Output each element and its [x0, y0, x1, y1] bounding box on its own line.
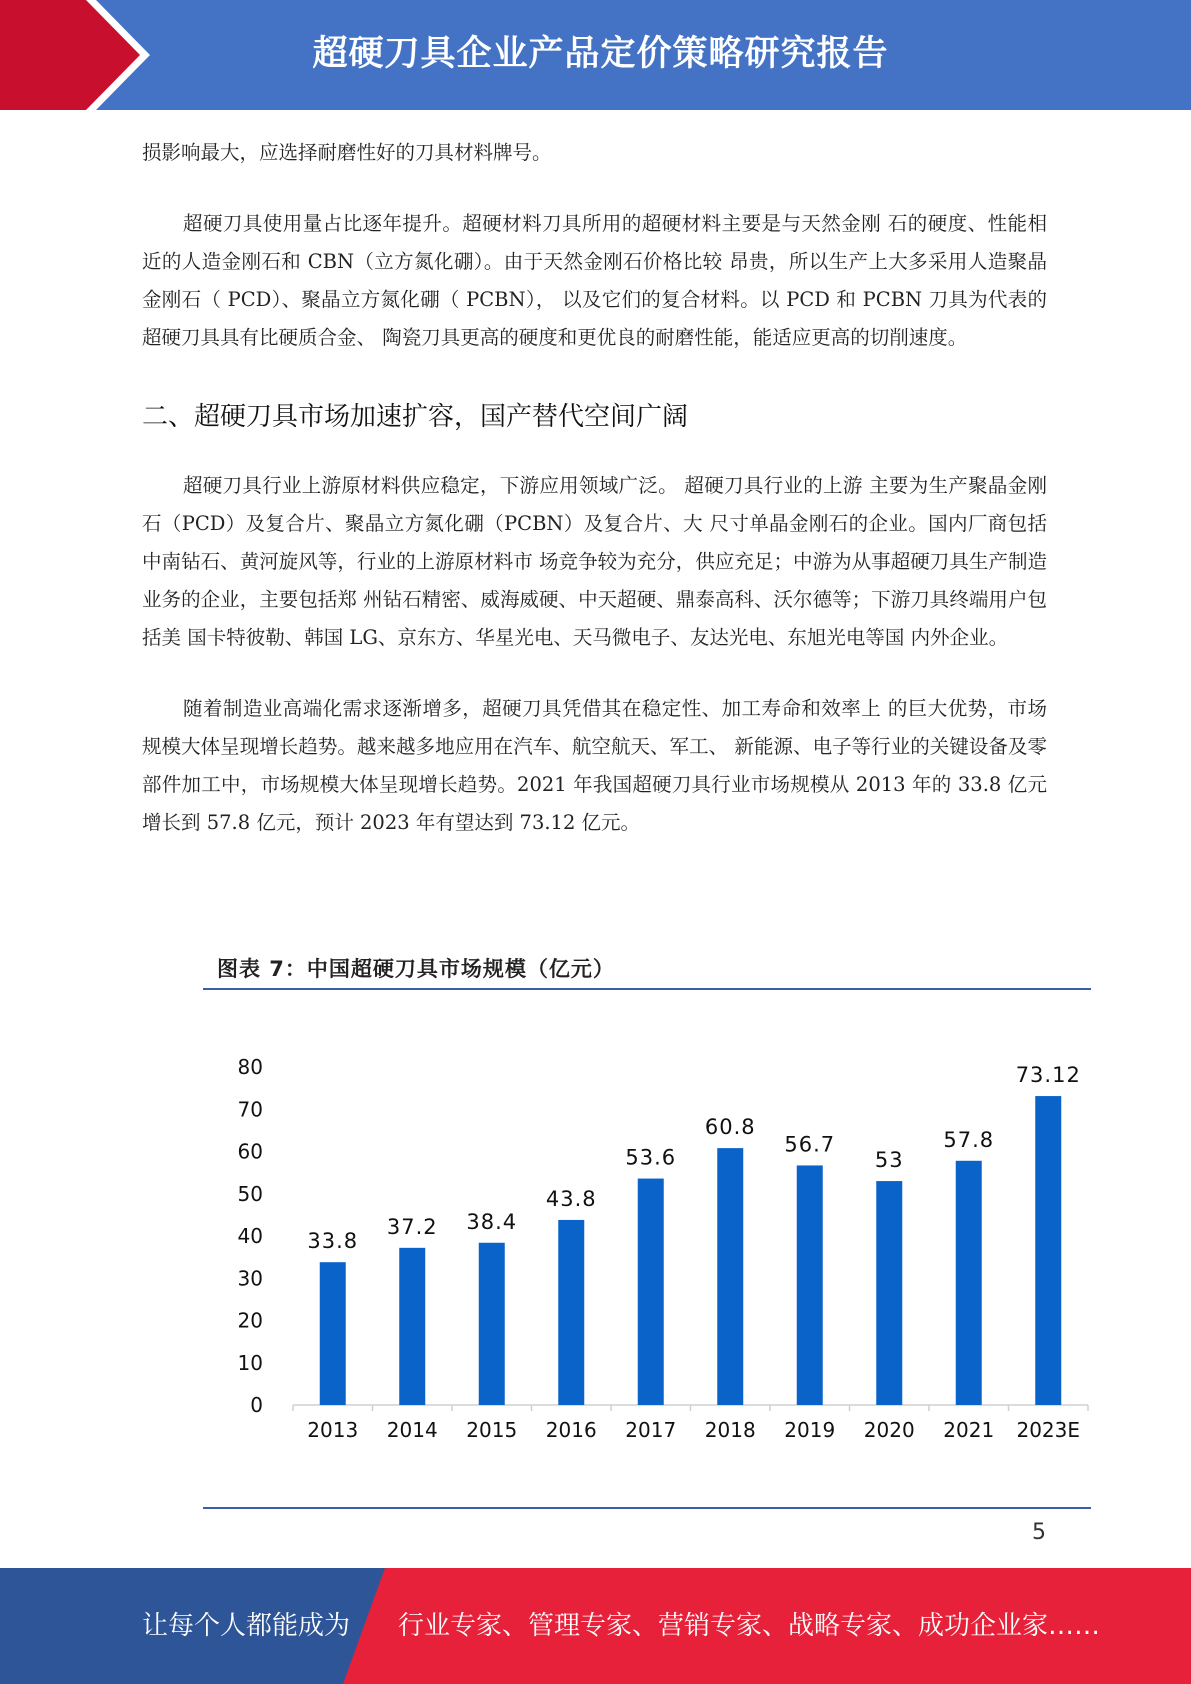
- x-tick-label: 2013: [307, 1418, 359, 1442]
- footer-slogan-right: 行业专家、管理专家、营销专家、战略专家、成功企业家……: [398, 1611, 1101, 1641]
- figure-7: [203, 950, 1091, 1442]
- y-tick-label: 10: [237, 1350, 263, 1375]
- figure-caption: 图表 7：中国超硬刀具市场规模（亿元）: [217, 957, 615, 981]
- footer-slogan-left: 让每个人都能成为: [142, 1611, 351, 1641]
- bar: [638, 1179, 664, 1405]
- bar-chart: [203, 990, 1091, 1506]
- x-tick-label: 2019: [784, 1418, 836, 1442]
- bar: [320, 1262, 346, 1405]
- paragraph-3: 超硬刀具行业上游原材料供应稳定，下游应用领域广泛。 超硬刀具行业的上游 主要为生产聚晶金刚石（PCD）及复合片、聚晶立方氮化硼（PCBN）及复合片、大 尺寸单晶金刚石的企业。国内厂商包括中南钻石、黄河旋风等，行业的上游原材料市 场竞争较为充分，供应充足；中游为从事超硬刀具生产制造业务的企业，主要包括郑 州钻石精密、威海威硬、中天超硬、鼎泰高科、沃尔德等；下游刀具终端用户包括美 国卡特彼勒、韩国 LG、京东方、华星光电、天马微电子、友达光电、东旭光电等国 内外企业。: [142, 474, 1047, 649]
- page-number: 5: [1032, 1520, 1046, 1545]
- y-tick-label: 40: [237, 1224, 263, 1248]
- data-label: 56.7: [784, 1132, 836, 1157]
- x-tick-label: 2017: [625, 1418, 677, 1442]
- y-tick-label: 0: [250, 1393, 263, 1417]
- x-tick-label: 2014: [386, 1418, 438, 1442]
- data-label: 57.8: [943, 1127, 995, 1152]
- y-tick-label: 80: [237, 1055, 263, 1079]
- data-label: 73.12: [1015, 1063, 1081, 1088]
- x-tick-label: 2015: [466, 1418, 518, 1442]
- figure-bottom-rule: [203, 1507, 1091, 1509]
- bar: [479, 1243, 505, 1405]
- bar: [558, 1220, 584, 1405]
- y-tick-label: 20: [237, 1308, 263, 1333]
- bar: [1035, 1096, 1061, 1405]
- paragraph-1: 损影响最大，应选择耐磨性好的刀具材料牌号。: [142, 141, 552, 164]
- bar: [399, 1248, 425, 1405]
- x-tick-label: 2023E: [1016, 1418, 1081, 1442]
- data-label: 38.4: [466, 1209, 518, 1234]
- y-tick-label: 50: [237, 1181, 263, 1206]
- data-label: 37.2: [386, 1214, 438, 1239]
- x-tick-label: 2018: [704, 1418, 756, 1442]
- bar: [956, 1161, 982, 1405]
- data-label: 53: [874, 1148, 904, 1173]
- paragraph-4: 随着制造业高端化需求逐渐增多，超硬刀具凭借其在稳定性、加工寿命和效率上 的巨大优势，市场规模大体呈现增长趋势。越来越多地应用在汽车、航空航天、军工、 新能源、电子等行业的关键设备及零部件加工中，市场规模大体呈现增长趋势。2021 年我国超硬刀具行业市场规模从 2013 年的 33.8 亿元增长到 57.8 亿元，预计 2023 年有望达到 73.12 亿元。: [142, 697, 1047, 834]
- x-tick-label: 2021: [943, 1418, 995, 1442]
- bar: [717, 1148, 743, 1405]
- y-tick-label: 30: [237, 1266, 263, 1291]
- bar: [797, 1165, 823, 1405]
- y-tick-label: 70: [237, 1097, 263, 1122]
- body-content: [142, 134, 1047, 842]
- bar: [876, 1181, 902, 1405]
- data-label: 43.8: [545, 1186, 597, 1211]
- data-label: 53.6: [625, 1145, 677, 1170]
- x-tick-label: 2016: [545, 1418, 597, 1442]
- x-tick-label: 2020: [863, 1418, 915, 1442]
- y-tick-label: 60: [237, 1139, 263, 1164]
- paragraph-2: 超硬刀具使用量占比逐年提升。超硬材料刀具所用的超硬材料主要是与天然金刚 石的硬度、性能相近的人造金刚石和 CBN（立方氮化硼）。由于天然金刚石价格比较 昂贵，所以生产上大多采用人造聚晶金刚石（ PCD）、聚晶立方氮化硼（ PCBN）， 以及它们的复合材料。以 PCD 和 PCBN 刀具为代表的超硬刀具具有比硬质合金、 陶瓷刀具更高的硬度和更优良的耐磨性能，能适应更高的切削速度。: [142, 212, 1047, 349]
- data-label: 33.8: [307, 1229, 359, 1254]
- section-heading: 二、超硬刀具市场加速扩容，国产替代空间广阔: [142, 402, 689, 432]
- data-label: 60.8: [704, 1115, 756, 1140]
- report-title: 超硬刀具企业产品定价策略研究报告: [312, 34, 889, 74]
